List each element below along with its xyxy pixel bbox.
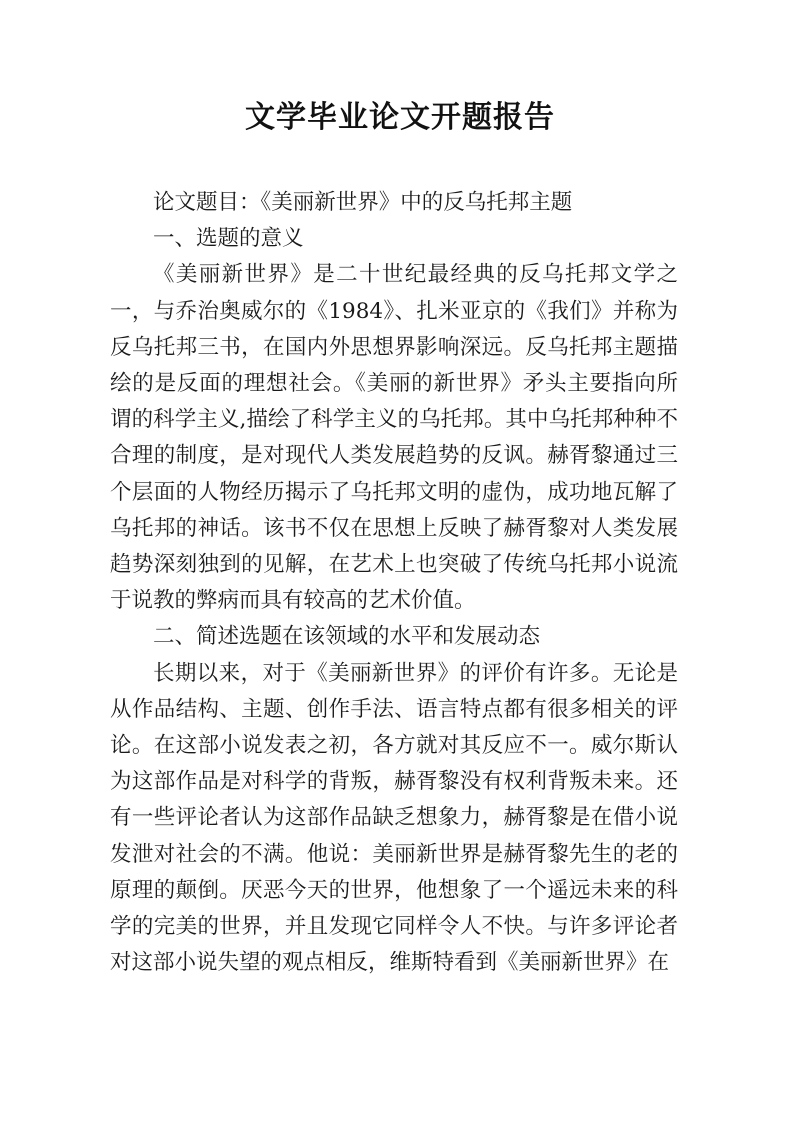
paragraph-significance: 《美丽新世界》是二十世纪最经典的反乌托邦文学之一，与乔治奥威尔的《1984》、扎米亚京的《我们》并称为反乌托邦三书，在国内外思想界影响深远。反乌托邦主题描绘的是反面的理想社会。《美丽的新世界》矛头主要指向所谓的科学主义,描绘了科学主义的乌托邦。其中乌托邦种种不合理的制度，是对现代人类发展趋势的反讽。赫胥黎通过三个层面的人物经历揭示了乌托邦文明的虚伪，成功地瓦解了乌托邦的神话。该书不仅在思想上反映了赫胥黎对人类发展趋势深刻独到的见解，在艺术上也突破了传统乌托邦小说流于说教的弊病而具有较高的艺术价值。 (110, 262, 678, 614)
paragraph-research-status: 长期以来，对于《美丽新世界》的评价有许多。无论是从作品结构、主题、创作手法、语言特点都有很多相关的评论。在这部小说发表之初，各方就对其反应不一。威尔斯认为这部作品是对科学的背叛，赫胥黎没有权利背叛未来。还有一些评论者认为这部作品缺乏想象力，赫胥黎是在借小说发泄对社会的不满。他说：美丽新世界是赫胥黎先生的老的原理的颠倒。厌恶今天的世界，他想象了一个遥远未来的科学的完美的世界，并且发现它同样令人不快。与许多评论者对这部小说失望的观点相反，维斯特看到《美丽新世界》在 (110, 660, 678, 976)
section-heading-research-status: 二、简述选题在该领域的水平和发展动态 (153, 624, 541, 650)
section-heading-significance: 一、选题的意义 (153, 226, 304, 252)
document-title: 文学毕业论文开题报告 (245, 100, 555, 135)
thesis-topic-line: 论文题目：《美丽新世界》中的反乌托邦主题 (153, 190, 573, 215)
document-body (110, 185, 678, 981)
